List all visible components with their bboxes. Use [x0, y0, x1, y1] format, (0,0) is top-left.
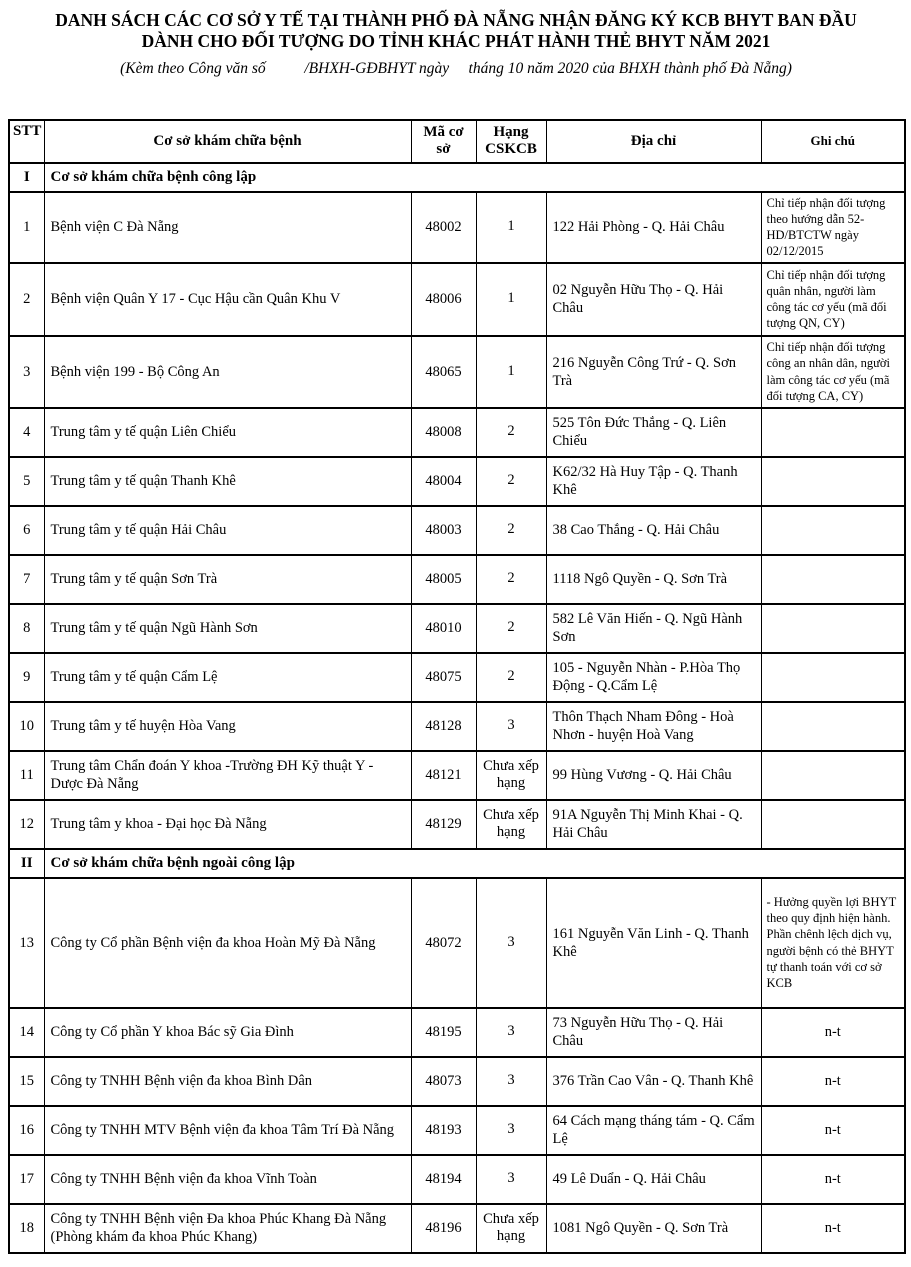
table-row [9, 1204, 905, 1253]
facility-rank: 1 [476, 192, 546, 263]
row-number: 16 [9, 1106, 44, 1155]
facility-name: Công ty TNHH Bệnh viện Đa khoa Phúc Khang Đà Nẵng (Phòng khám đa khoa Phúc Khang) [44, 1204, 411, 1253]
table-row [9, 1057, 905, 1106]
title-line-2: DÀNH CHO ĐỐI TƯỢNG DO TỈNH KHÁC PHÁT HÀNH THẺ BHYT NĂM 2021 [141, 31, 771, 52]
facility-address: 64 Cách mạng tháng tám - Q. Cẩm Lệ [546, 1106, 761, 1155]
row-number: 18 [9, 1204, 44, 1253]
facility-note: Chỉ tiếp nhận đối tượng công an nhân dân, người làm công tác cơ yếu (mã đối tượng CA, CY) [761, 336, 905, 408]
header-rank: Hạng CSKCB [476, 120, 546, 163]
facility-note: n-t [761, 1008, 905, 1057]
facility-note: - Hưởng quyền lợi BHYT theo quy định hiện hành. Phần chênh lệch dịch vụ, người bệnh có thẻ BHYT tự thanh toán với cơ sở KCB [761, 878, 905, 1008]
facility-address: 525 Tôn Đức Thắng - Q. Liên Chiểu [546, 408, 761, 457]
facility-rank: 2 [476, 506, 546, 555]
facility-name: Trung tâm y tế quận Hải Châu [44, 506, 411, 555]
facility-code: 48010 [411, 604, 476, 653]
facility-name: Trung tâm y tế quận Ngũ Hành Sơn [44, 604, 411, 653]
facility-code: 48006 [411, 263, 476, 336]
facility-address: 1081 Ngô Quyền - Q. Sơn Trà [546, 1204, 761, 1253]
table-row [9, 263, 905, 336]
facility-code: 48005 [411, 555, 476, 604]
facility-note: Chỉ tiếp nhận đối tượng theo hướng dẫn 52-HD/BTCTW ngày 02/12/2015 [761, 192, 905, 263]
facility-rank: Chưa xếp hạng [476, 751, 546, 800]
row-number: 6 [9, 506, 44, 555]
facility-name: Công ty TNHH MTV Bệnh viện đa khoa Tâm Trí Đà Nẵng [44, 1106, 411, 1155]
header-stt: STT [9, 120, 44, 163]
facility-code: 48075 [411, 653, 476, 702]
row-number: 3 [9, 336, 44, 408]
facility-code: 48073 [411, 1057, 476, 1106]
facility-note [761, 653, 905, 702]
facility-address: Thôn Thạch Nham Đông - Hoà Nhơn - huyện Hoà Vang [546, 702, 761, 751]
table-row [9, 1106, 905, 1155]
section-number: I [9, 163, 44, 192]
facility-address: 582 Lê Văn Hiến - Q. Ngũ Hành Sơn [546, 604, 761, 653]
facility-code: 48128 [411, 702, 476, 751]
table-row [9, 408, 905, 457]
facility-rank: 2 [476, 555, 546, 604]
facility-code: 48196 [411, 1204, 476, 1253]
facility-code: 48129 [411, 800, 476, 849]
facility-address: 216 Nguyễn Công Trứ - Q. Sơn Trà [546, 336, 761, 408]
facility-name: Trung tâm y khoa - Đại học Đà Nẵng [44, 800, 411, 849]
facility-rank: 2 [476, 653, 546, 702]
facility-code: 48193 [411, 1106, 476, 1155]
row-number: 13 [9, 878, 44, 1008]
title-line-1: DANH SÁCH CÁC CƠ SỞ Y TẾ TẠI THÀNH PHỐ ĐÀ NẴNG NHẬN ĐĂNG KÝ KCB BHYT BAN ĐẦU [55, 10, 857, 30]
facility-rank: 3 [476, 1057, 546, 1106]
facility-note [761, 751, 905, 800]
facility-name: Công ty Cổ phần Y khoa Bác sỹ Gia Đình [44, 1008, 411, 1057]
row-number: 14 [9, 1008, 44, 1057]
row-number: 17 [9, 1155, 44, 1204]
facilities-table [8, 119, 906, 1254]
section-row [9, 849, 905, 878]
facility-code: 48195 [411, 1008, 476, 1057]
facility-code: 48065 [411, 336, 476, 408]
facility-rank: 1 [476, 336, 546, 408]
facility-name: Bệnh viện 199 - Bộ Công An [44, 336, 411, 408]
table-row [9, 1155, 905, 1204]
facility-name: Bệnh viện C Đà Nẵng [44, 192, 411, 263]
table-row [9, 555, 905, 604]
facility-code: 48121 [411, 751, 476, 800]
facility-rank: 3 [476, 1008, 546, 1057]
document-subtitle: (Kèm theo Công văn số /BHXH-GĐBHYT ngày tháng 10 năm 2020 của BHXH thành phố Đà Nẵng) [120, 59, 792, 77]
document-title [8, 10, 904, 53]
facility-note: n-t [761, 1204, 905, 1253]
row-number: 5 [9, 457, 44, 506]
row-number: 2 [9, 263, 44, 336]
row-number: 12 [9, 800, 44, 849]
facility-note: n-t [761, 1057, 905, 1106]
facility-code: 48194 [411, 1155, 476, 1204]
row-number: 10 [9, 702, 44, 751]
facility-address: 161 Nguyễn Văn Linh - Q. Thanh Khê [546, 878, 761, 1008]
header-row [9, 120, 905, 163]
facility-name: Bệnh viện Quân Y 17 - Cục Hậu cần Quân Khu V [44, 263, 411, 336]
facility-address: 99 Hùng Vương - Q. Hải Châu [546, 751, 761, 800]
header-address: Địa chỉ [546, 120, 761, 163]
facility-note [761, 702, 905, 751]
facility-address: 49 Lê Duẩn - Q. Hải Châu [546, 1155, 761, 1204]
facility-name: Công ty TNHH Bệnh viện đa khoa Bình Dân [44, 1057, 411, 1106]
table-row [9, 1008, 905, 1057]
row-number: 1 [9, 192, 44, 263]
facility-address: 1118 Ngô Quyền - Q. Sơn Trà [546, 555, 761, 604]
table-row [9, 751, 905, 800]
facility-name: Công ty Cổ phần Bệnh viện đa khoa Hoàn Mỹ Đà Nẵng [44, 878, 411, 1008]
facility-address: 105 - Nguyễn Nhàn - P.Hòa Thọ Động - Q.Cẩm Lệ [546, 653, 761, 702]
facility-rank: 3 [476, 702, 546, 751]
facility-note: n-t [761, 1106, 905, 1155]
facility-code: 48008 [411, 408, 476, 457]
facility-address: 38 Cao Thắng - Q. Hải Châu [546, 506, 761, 555]
facility-name: Trung tâm y tế quận Thanh Khê [44, 457, 411, 506]
table-row [9, 800, 905, 849]
facility-rank: 3 [476, 1155, 546, 1204]
facility-note [761, 457, 905, 506]
facility-address: 376 Trần Cao Vân - Q. Thanh Khê [546, 1057, 761, 1106]
header-facility: Cơ sở khám chữa bệnh [44, 120, 411, 163]
header-note: Ghi chú [761, 120, 905, 163]
facility-rank: 3 [476, 878, 546, 1008]
facility-rank: Chưa xếp hạng [476, 800, 546, 849]
table-row [9, 653, 905, 702]
table-row [9, 702, 905, 751]
facility-note [761, 555, 905, 604]
facility-code: 48003 [411, 506, 476, 555]
row-number: 15 [9, 1057, 44, 1106]
facility-note [761, 800, 905, 849]
row-number: 9 [9, 653, 44, 702]
table-row [9, 457, 905, 506]
facility-rank: 2 [476, 604, 546, 653]
facility-address: K62/32 Hà Huy Tập - Q. Thanh Khê [546, 457, 761, 506]
table-header [9, 120, 905, 163]
section-label: Cơ sở khám chữa bệnh ngoài công lập [44, 849, 905, 878]
facility-rank: 2 [476, 457, 546, 506]
section-row [9, 163, 905, 192]
row-number: 11 [9, 751, 44, 800]
facility-rank: Chưa xếp hạng [476, 1204, 546, 1253]
facility-code: 48004 [411, 457, 476, 506]
facility-rank: 2 [476, 408, 546, 457]
table-body [9, 163, 905, 1253]
facility-rank: 3 [476, 1106, 546, 1155]
facility-name: Trung tâm Chẩn đoán Y khoa -Trường ĐH Kỹ thuật Y - Dược Đà Nẵng [44, 751, 411, 800]
facility-code: 48072 [411, 878, 476, 1008]
section-label: Cơ sở khám chữa bệnh công lập [44, 163, 905, 192]
facility-code: 48002 [411, 192, 476, 263]
facility-name: Công ty TNHH Bệnh viện đa khoa Vĩnh Toàn [44, 1155, 411, 1204]
facility-name: Trung tâm y tế quận Liên Chiểu [44, 408, 411, 457]
row-number: 8 [9, 604, 44, 653]
table-row [9, 506, 905, 555]
facility-address: 02 Nguyễn Hữu Thọ - Q. Hải Châu [546, 263, 761, 336]
section-number: II [9, 849, 44, 878]
facility-note: Chỉ tiếp nhận đối tượng quân nhân, người làm công tác cơ yếu (mã đối tượng QN, CY) [761, 263, 905, 336]
facility-note: n-t [761, 1155, 905, 1204]
facility-note [761, 506, 905, 555]
facility-address: 122 Hải Phòng - Q. Hải Châu [546, 192, 761, 263]
table-row [9, 604, 905, 653]
facility-address: 91A Nguyễn Thị Minh Khai - Q. Hải Châu [546, 800, 761, 849]
facility-address: 73 Nguyễn Hữu Thọ - Q. Hải Châu [546, 1008, 761, 1057]
table-row [9, 192, 905, 263]
facility-name: Trung tâm y tế huyện Hòa Vang [44, 702, 411, 751]
facility-note [761, 604, 905, 653]
facility-name: Trung tâm y tế quận Sơn Trà [44, 555, 411, 604]
header-code: Mã cơ sở [411, 120, 476, 163]
facility-rank: 1 [476, 263, 546, 336]
table-row [9, 336, 905, 408]
table-row [9, 878, 905, 1008]
facility-name: Trung tâm y tế quận Cẩm Lệ [44, 653, 411, 702]
row-number: 7 [9, 555, 44, 604]
facility-note [761, 408, 905, 457]
row-number: 4 [9, 408, 44, 457]
